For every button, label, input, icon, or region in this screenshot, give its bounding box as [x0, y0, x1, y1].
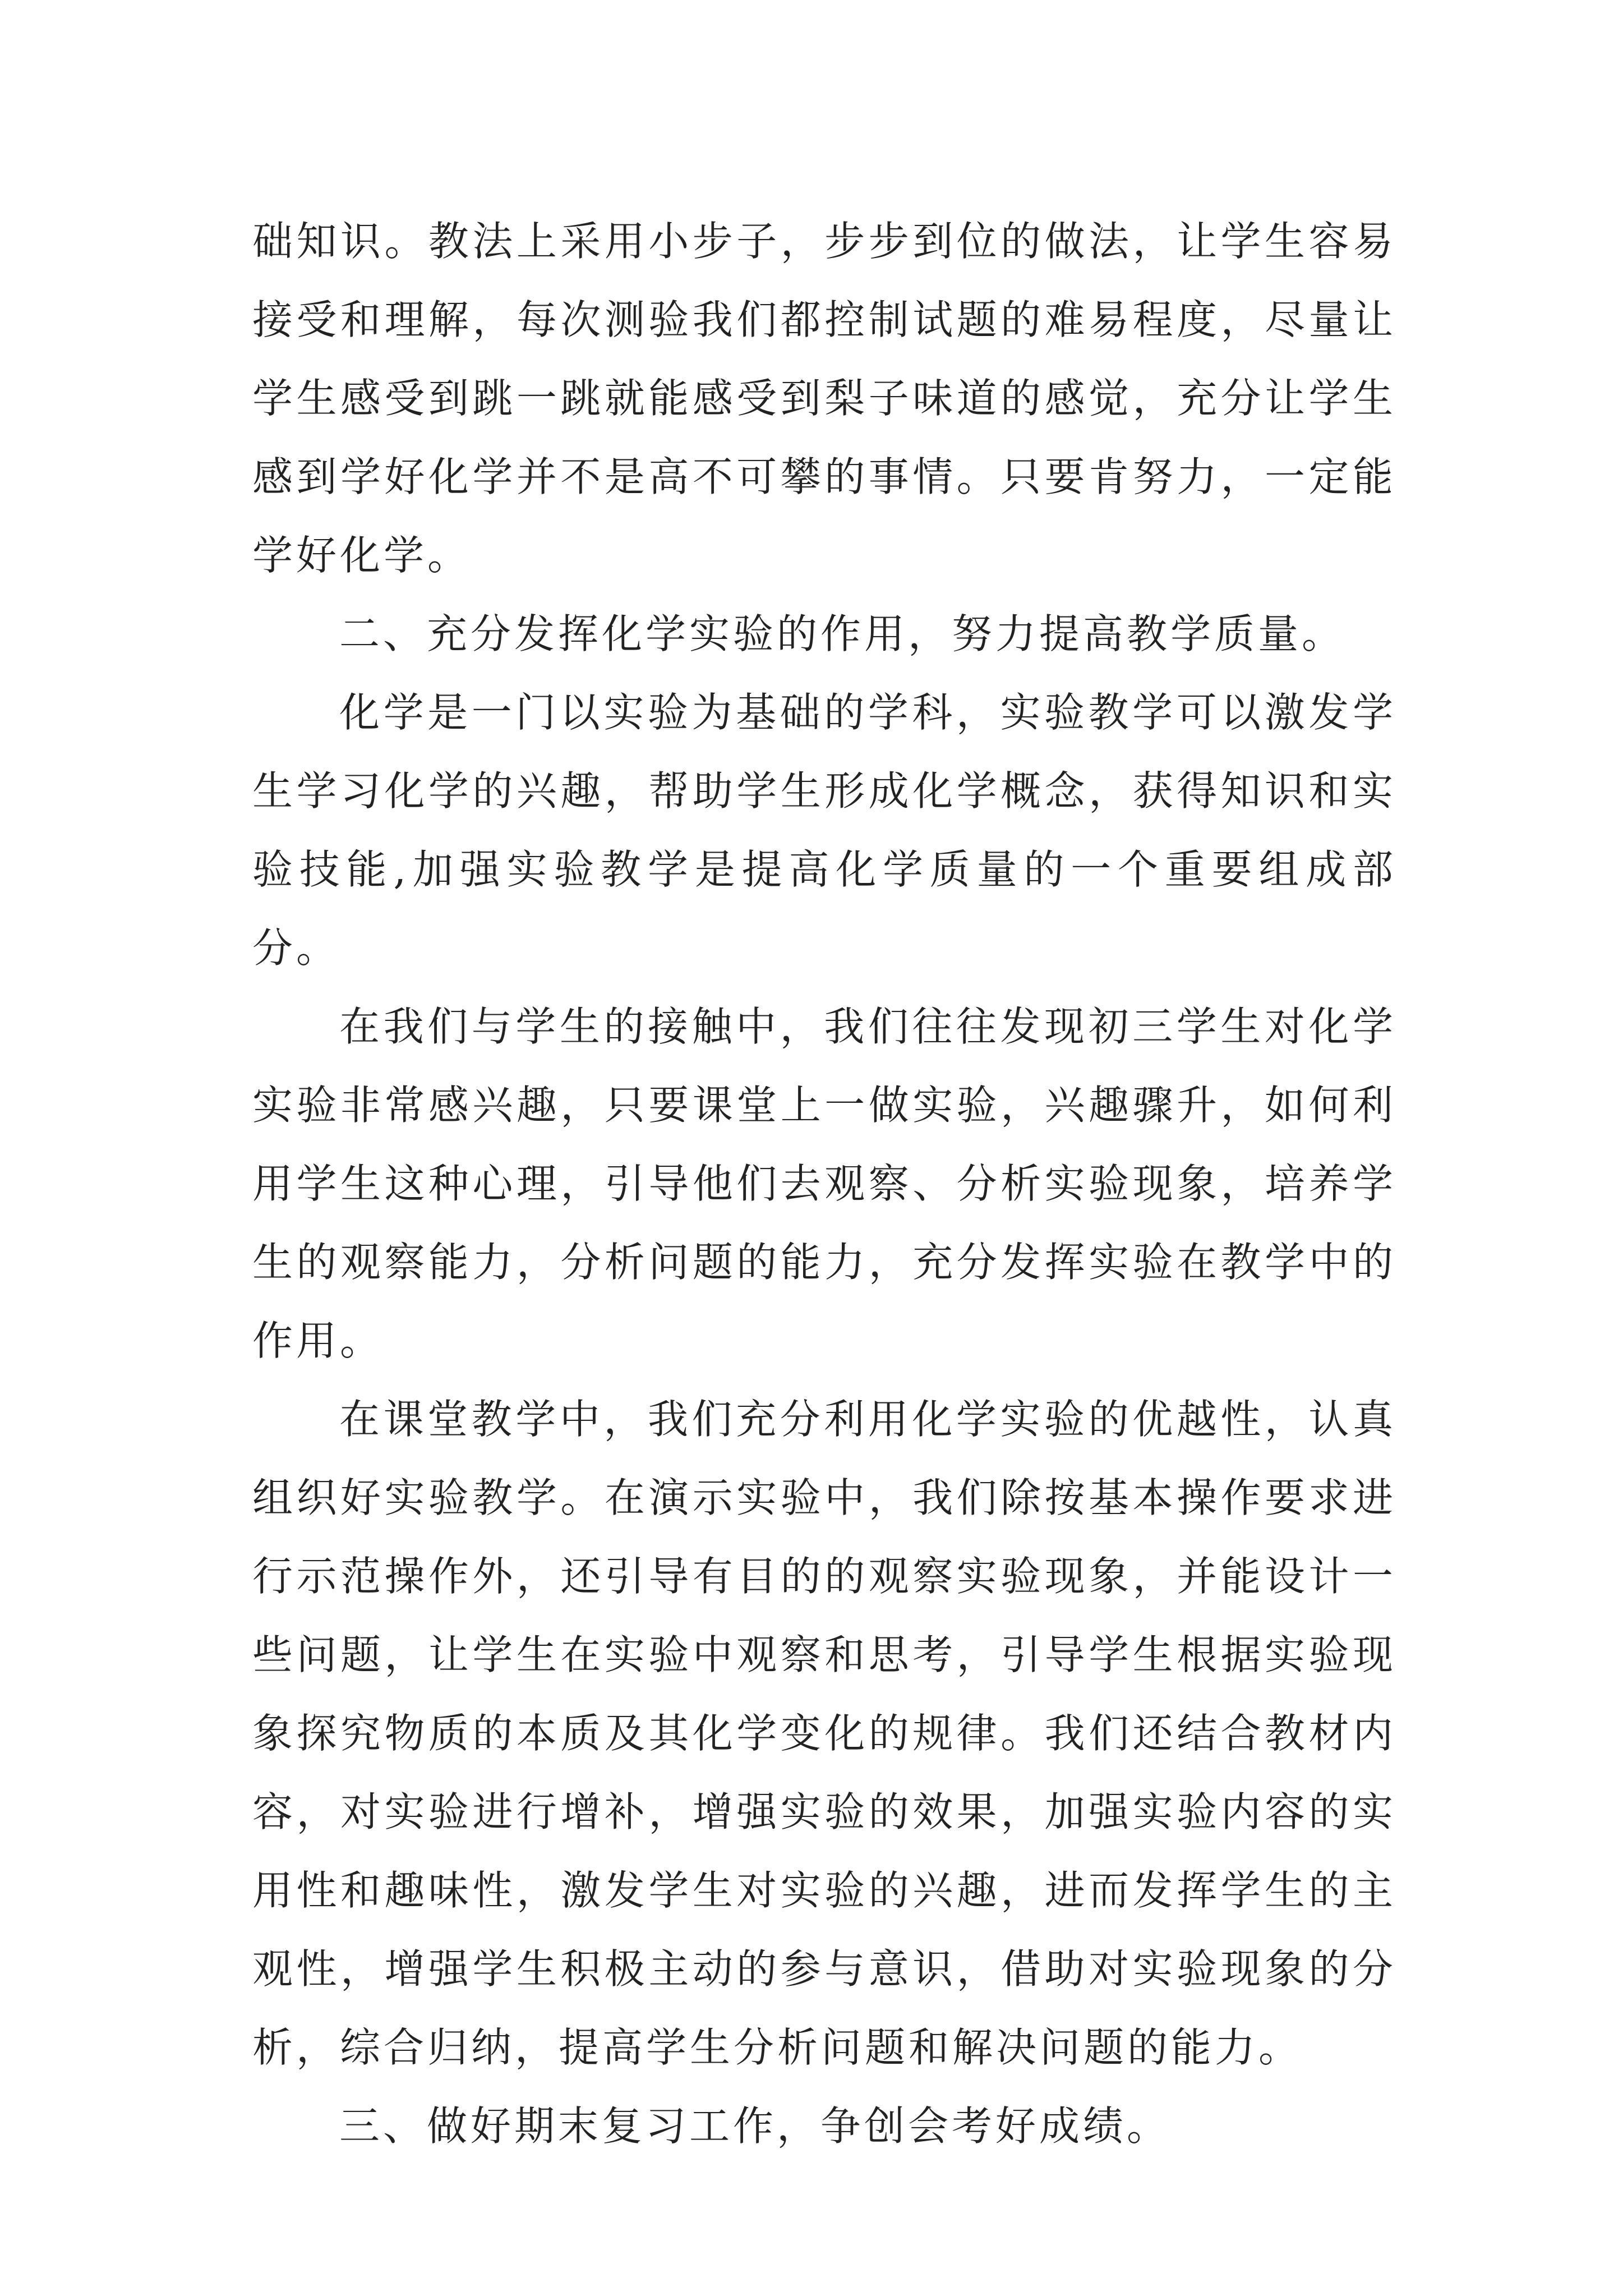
paragraph: 在课堂教学中，我们充分利用化学实验的优越性，认真组织好实验教学。在演示实验中，我们除按基本操作要求进行示范操作外，还引导有目的的观察实验现象，并能设计一些问题，让学生在实验中观察和思考，引导学生根据实验现象探究物质的本质及其化学变化的规律。我们还结合教材内容，对实验进行增补，增强实验的效果，加强实验内容的实用性和趣味性，激发学生对实验的兴趣，进而发挥学生的主观性，增强学生积极主动的参与意识，借助对实验现象的分析，综合归纳，提高学生分析问题和解决问题的能力。	[252, 1396, 1396, 2071]
paragraph: 化学是一门以实验为基础的学科，实验教学可以激发学生学习化学的兴趣，帮助学生形成化学概念，获得知识和实验技能,加强实验教学是提高化学质量的一个重要组成部分。	[252, 689, 1396, 972]
paragraph: 在我们与学生的接触中，我们往往发现初三学生对化学实验非常感兴趣，只要课堂上一做实验，兴趣骤升，如何利用学生这种心理，引导他们去观察、分析实验现象，培养学生的观察能力，分析问题的能力，充分发挥实验在教学中的作用。	[252, 1003, 1396, 1364]
section-heading-2: 二、充分发挥化学实验的作用，努力提高教学质量。	[339, 610, 1346, 657]
paragraph-continued: 础知识。教法上采用小步子，步步到位的做法，让学生容易接受和理解，每次测验我们都控制试题的难易程度，尽量让学生感受到跳一跳就能感受到梨子味道的感觉，充分让学生感到学好化学并不是高不可攀的事情。只要肯努力，一定能学好化学。	[252, 218, 1396, 579]
section-heading-3: 三、做好期末复习工作，争创会考好成绩。	[339, 2102, 1171, 2150]
document-body	[252, 202, 1396, 2165]
